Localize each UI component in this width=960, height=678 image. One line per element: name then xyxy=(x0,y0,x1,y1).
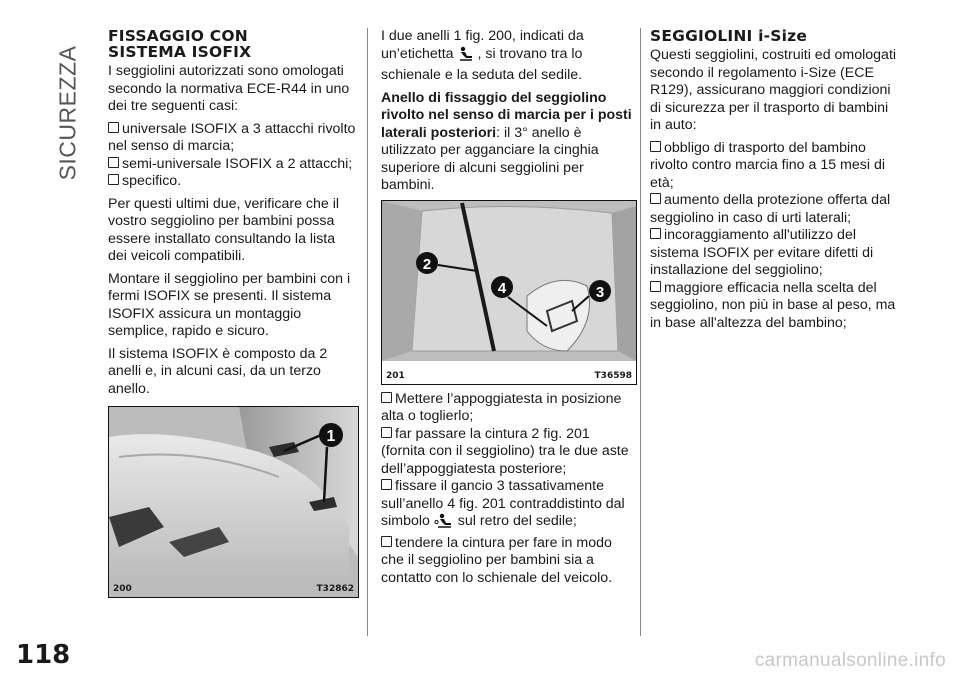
column-isize xyxy=(650,28,902,337)
checkbox-bullet-icon xyxy=(650,281,661,292)
list-item: fissare il gancio 3 tassativamente sull’anello 4 fig. 201 contraddistinto dal simbolo sul retro del sedile; xyxy=(381,478,633,535)
checkbox-bullet-icon xyxy=(108,174,119,185)
list-item: specifico. xyxy=(108,173,356,191)
bullet-list xyxy=(108,121,356,191)
column-divider xyxy=(640,28,641,636)
paragraph: Il sistema ISOFIX è composto da 2 anelli e, in alcuni casi, da un terzo anello. xyxy=(108,345,328,397)
watermark: carmanualsonline.info xyxy=(754,650,946,671)
heading-isize: SEGGIOLINI i-Size xyxy=(650,27,808,45)
list-item: far passare la cintura 2 fig. 201 (fornita con il seggiolino) tra le due aste dell’appoggiatesta posteriore; xyxy=(381,425,629,477)
callout-4: 4 xyxy=(497,279,507,297)
column-divider xyxy=(367,28,368,636)
paragraph: I due anelli 1 fig. 200, indicati da un’etichetta , si trovano tra lo schienale e la seduta del sedile. xyxy=(381,28,584,83)
list-item: maggiore efficacia nella scelta del seggiolino, non più in base al peso, ma in base all'altezza del bambino; xyxy=(650,279,896,331)
list-item: semi-universale ISOFIX a 2 attacchi; xyxy=(108,156,356,174)
figure-200-isofix-rings xyxy=(108,406,359,598)
seatback-illustration xyxy=(382,201,636,384)
child-seat-label-icon xyxy=(458,46,474,68)
list-item: incoraggiamento all'utilizzo del sistema ISOFIX per evitare difetti di installazione del seggiolino; xyxy=(650,227,874,278)
intro-paragraph: I seggiolini autorizzati sono omologati secondo la normativa ECE-R44 in uno dei tre seguenti casi: xyxy=(108,63,350,114)
column-anchors xyxy=(381,28,633,587)
list-item: Mettere l’appoggiatesta in posizione alta o toglierlo; xyxy=(381,390,622,424)
figure-code: T32862 xyxy=(316,584,354,594)
figure-number: 201 xyxy=(386,370,405,381)
checkbox-bullet-icon xyxy=(381,536,392,547)
section-side-label: SICUREZZA xyxy=(54,45,81,181)
column-isofix xyxy=(108,28,356,598)
bullet-list xyxy=(381,391,633,588)
list-item: tendere la cintura per fare in modo che il seggiolino per bambini sia a contatto con lo schienale del veicolo. xyxy=(381,534,613,586)
heading-isofix: FISSAGGIO CON SISTEMA ISOFIX xyxy=(108,27,252,61)
list-item: obbligo di trasporto del bambino rivolto contro marcia fino a 15 mesi di età; xyxy=(650,139,885,191)
checkbox-bullet-icon xyxy=(381,427,392,438)
paragraph: Per questi ultimi due, verificare che il vostro seggiolino per bambini possa essere installato consultando la lista dei veicoli compatibili. xyxy=(108,195,340,264)
checkbox-bullet-icon xyxy=(108,122,119,133)
page-number: 118 xyxy=(16,640,71,670)
paragraph: Montare il seggiolino per bambini con i fermi ISOFIX se presenti. Il sistema ISOFIX assicura un montaggio semplice, rapido e sicuro. xyxy=(108,270,351,339)
checkbox-bullet-icon xyxy=(381,392,392,403)
callout-3: 3 xyxy=(595,283,605,301)
figure-number: 200 xyxy=(113,584,132,594)
figure-201-top-tether xyxy=(381,200,637,385)
list-item: universale ISOFIX a 3 attacchi rivolto nel senso di marcia; xyxy=(108,120,356,154)
checkbox-bullet-icon xyxy=(650,141,661,152)
intro-paragraph: Questi seggiolini, costruiti ed omologati secondo il regolamento i-Size (ECE R129), assicurano maggiori condizioni di sicurezza per il trasporto di bambini in auto: xyxy=(650,47,897,133)
checkbox-bullet-icon xyxy=(650,193,661,204)
checkbox-bullet-icon xyxy=(650,228,661,239)
checkbox-bullet-icon xyxy=(381,479,392,490)
callout-1: 1 xyxy=(326,428,336,445)
checkbox-bullet-icon xyxy=(108,157,119,168)
paragraph: Anello di fissaggio del seggiolino rivolto nel senso di marcia per i posti laterali posteriori: il 3° anello è utilizzato per agganciare la cinghia superiore di alcuni seggiolini per bambini. xyxy=(381,89,632,193)
figure-code: T36598 xyxy=(594,370,632,381)
seat-illustration xyxy=(109,407,358,597)
bullet-list xyxy=(650,140,902,333)
list-item: aumento della protezione offerta dal seggiolino in caso di urti laterali; xyxy=(650,192,891,226)
callout-2: 2 xyxy=(422,255,432,273)
isofix-symbol-icon xyxy=(434,513,454,535)
